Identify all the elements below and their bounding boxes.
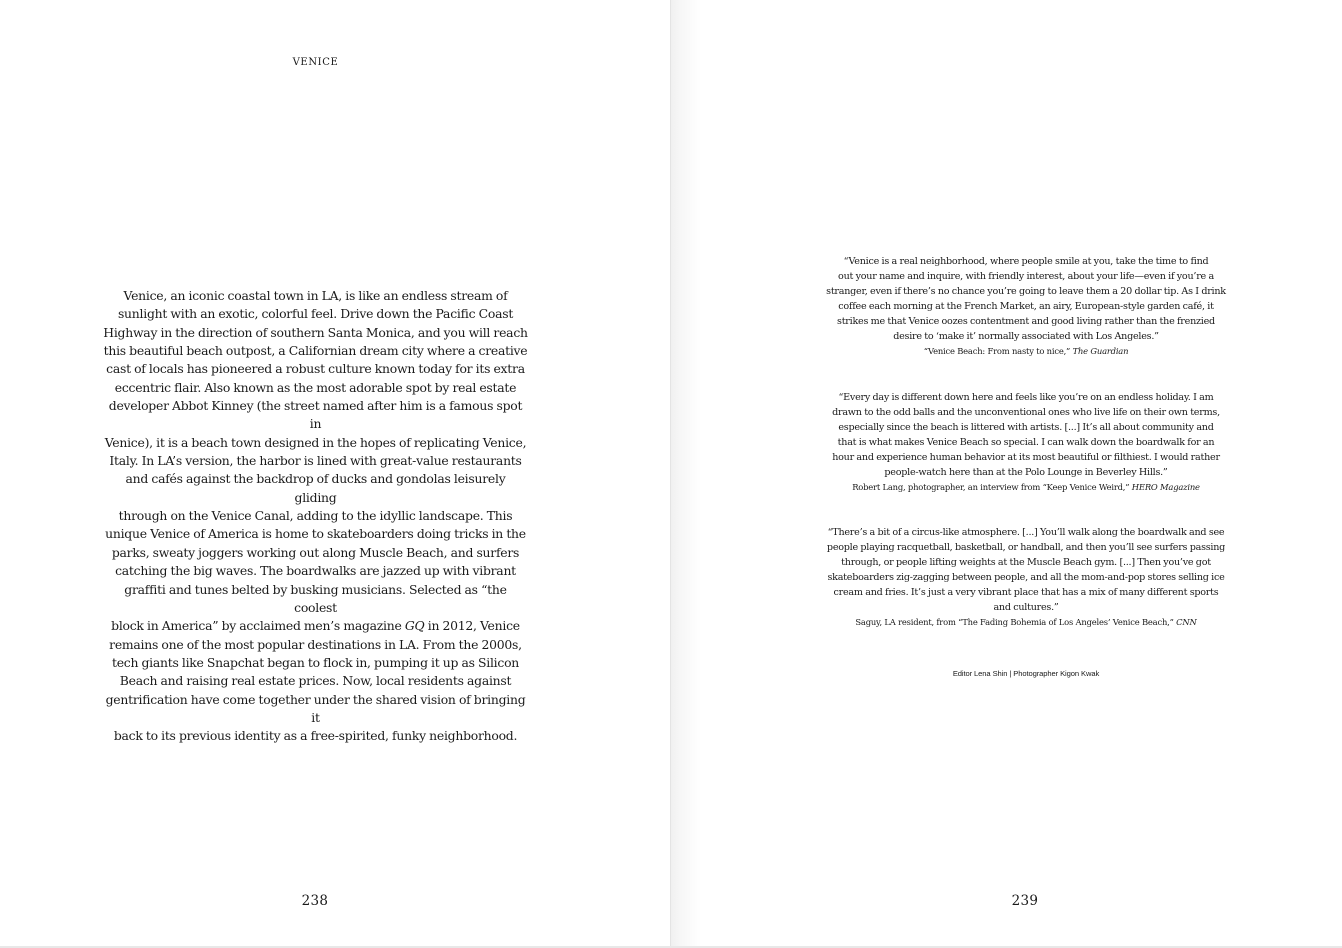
quote-text: “Every day is different down here and feels like you’re on an endless holiday. I am drawn to the odd balls and the unconventional ones who live life on their own terms, especially since the beach is littered with artists. [...] It’s all about community and that is what makes Venice Beach so special. I can walk down the boardwalk for an hour and experience human behavior at its most beautiful or filthiest. I would rather people-watch here than at the Polo Lounge in Beverley Hills.” <box>832 392 1220 478</box>
quote-text: “Venice is a real neighborhood, where people smile at you, take the time to find out your name and inquire, with friendly interest, about your life—even if you’re a stranger, even if there’s no chance you’re going to leave them a 20 dollar tip. As I drink coffee each morning at the French Market, an airy, European-style garden café, it strikes me that Venice oozes contentment and good living rather than the frenzied desire to ‘make it’ normally associated with Los Angeles.” <box>826 256 1226 342</box>
photo-credits: Editor Lena Shin | Photographer Kigon Kwak <box>952 669 1100 678</box>
quote-source <box>811 616 1241 628</box>
magazine-name-gq: GQ <box>404 618 425 634</box>
quote-source-publication: HERO Magazine <box>1131 482 1200 492</box>
left-page <box>0 0 670 946</box>
quote-block <box>811 390 1241 493</box>
right-page <box>671 0 1342 946</box>
article-body-text: Venice, an iconic coastal town in LA, is like an endless stream of sunlight with an exotic, colorful feel. Drive down the Pacific Coast Highway in the direction of southern Santa Monica, and you will reach this beautiful beach outpost, a Californian dream city where a creative cast of locals has pioneered a robust culture known today for its extra eccentric flair. Also known as the most adorable spot by real estate developer Abbot Kinney (the street named after him is a famous spot in Venice), it is a beach town designed in the hopes of replicating Venice, Italy. In LA’s version, the harbor is lined with great-value restaurants and cafés against the backdrop of ducks and gondolas leisurely gliding through on the Venice Canal, adding to the idyllic landscape. This unique Venice of America is home to skateboarders doing tricks in the parks, sweaty joggers working out along Muscle Beach, and surfers catching the big waves. The boardwalks are jazzed up with vibrant graffiti and tunes belted by busking musicians. Selected as “the coolest <box>103 288 528 615</box>
article-body <box>103 287 528 746</box>
running-head: VENICE <box>292 57 339 68</box>
article-body-rest: remains one of the most popular destinations in LA. From the 2000s, tech giants like Snapchat began to flock in, pumping it up as Silicon Beach and raising real estate prices. Now, local residents against gentrification have come together under the shared vision of bringing it back to its previous identity as a free-spirited, funky neighborhood. <box>105 636 526 744</box>
quote-block <box>811 525 1241 628</box>
quote-source <box>811 345 1241 357</box>
article-body-line-pre: block in America” by acclaimed men’s magazine <box>111 618 405 634</box>
quote-source-publication: CNN <box>1176 617 1197 627</box>
quote-source <box>811 481 1241 493</box>
quote-source-publication: The Guardian <box>1072 346 1129 356</box>
quote-block <box>811 254 1241 357</box>
article-body-line-post: in 2012, Venice <box>424 618 520 634</box>
quote-source-text: Robert Lang, photographer, an interview from “Keep Venice Weird,” <box>852 482 1132 492</box>
page-number-left: 238 <box>301 893 329 909</box>
page-number-right: 239 <box>1011 893 1039 909</box>
quote-source-text: “Venice Beach: From nasty to nice,” <box>923 346 1073 356</box>
quote-text: “There’s a bit of a circus-like atmosphere. [...] You’ll walk along the boardwalk and see people playing racquetball, basketball, or handball, and then you’ll see surfers passing through, or people lifting weights at the Muscle Beach gym. [...] Then you’ve got skateboarders zig-zagging between people, and all the mom-and-pop stores selling ice cream and fries. It’s just a very vibrant place that has a mix of many different sports and cultures.” <box>826 527 1226 613</box>
quote-source-text: Saguy, LA resident, from “The Fading Bohemia of Los Angeles’ Venice Beach,” <box>855 617 1177 627</box>
